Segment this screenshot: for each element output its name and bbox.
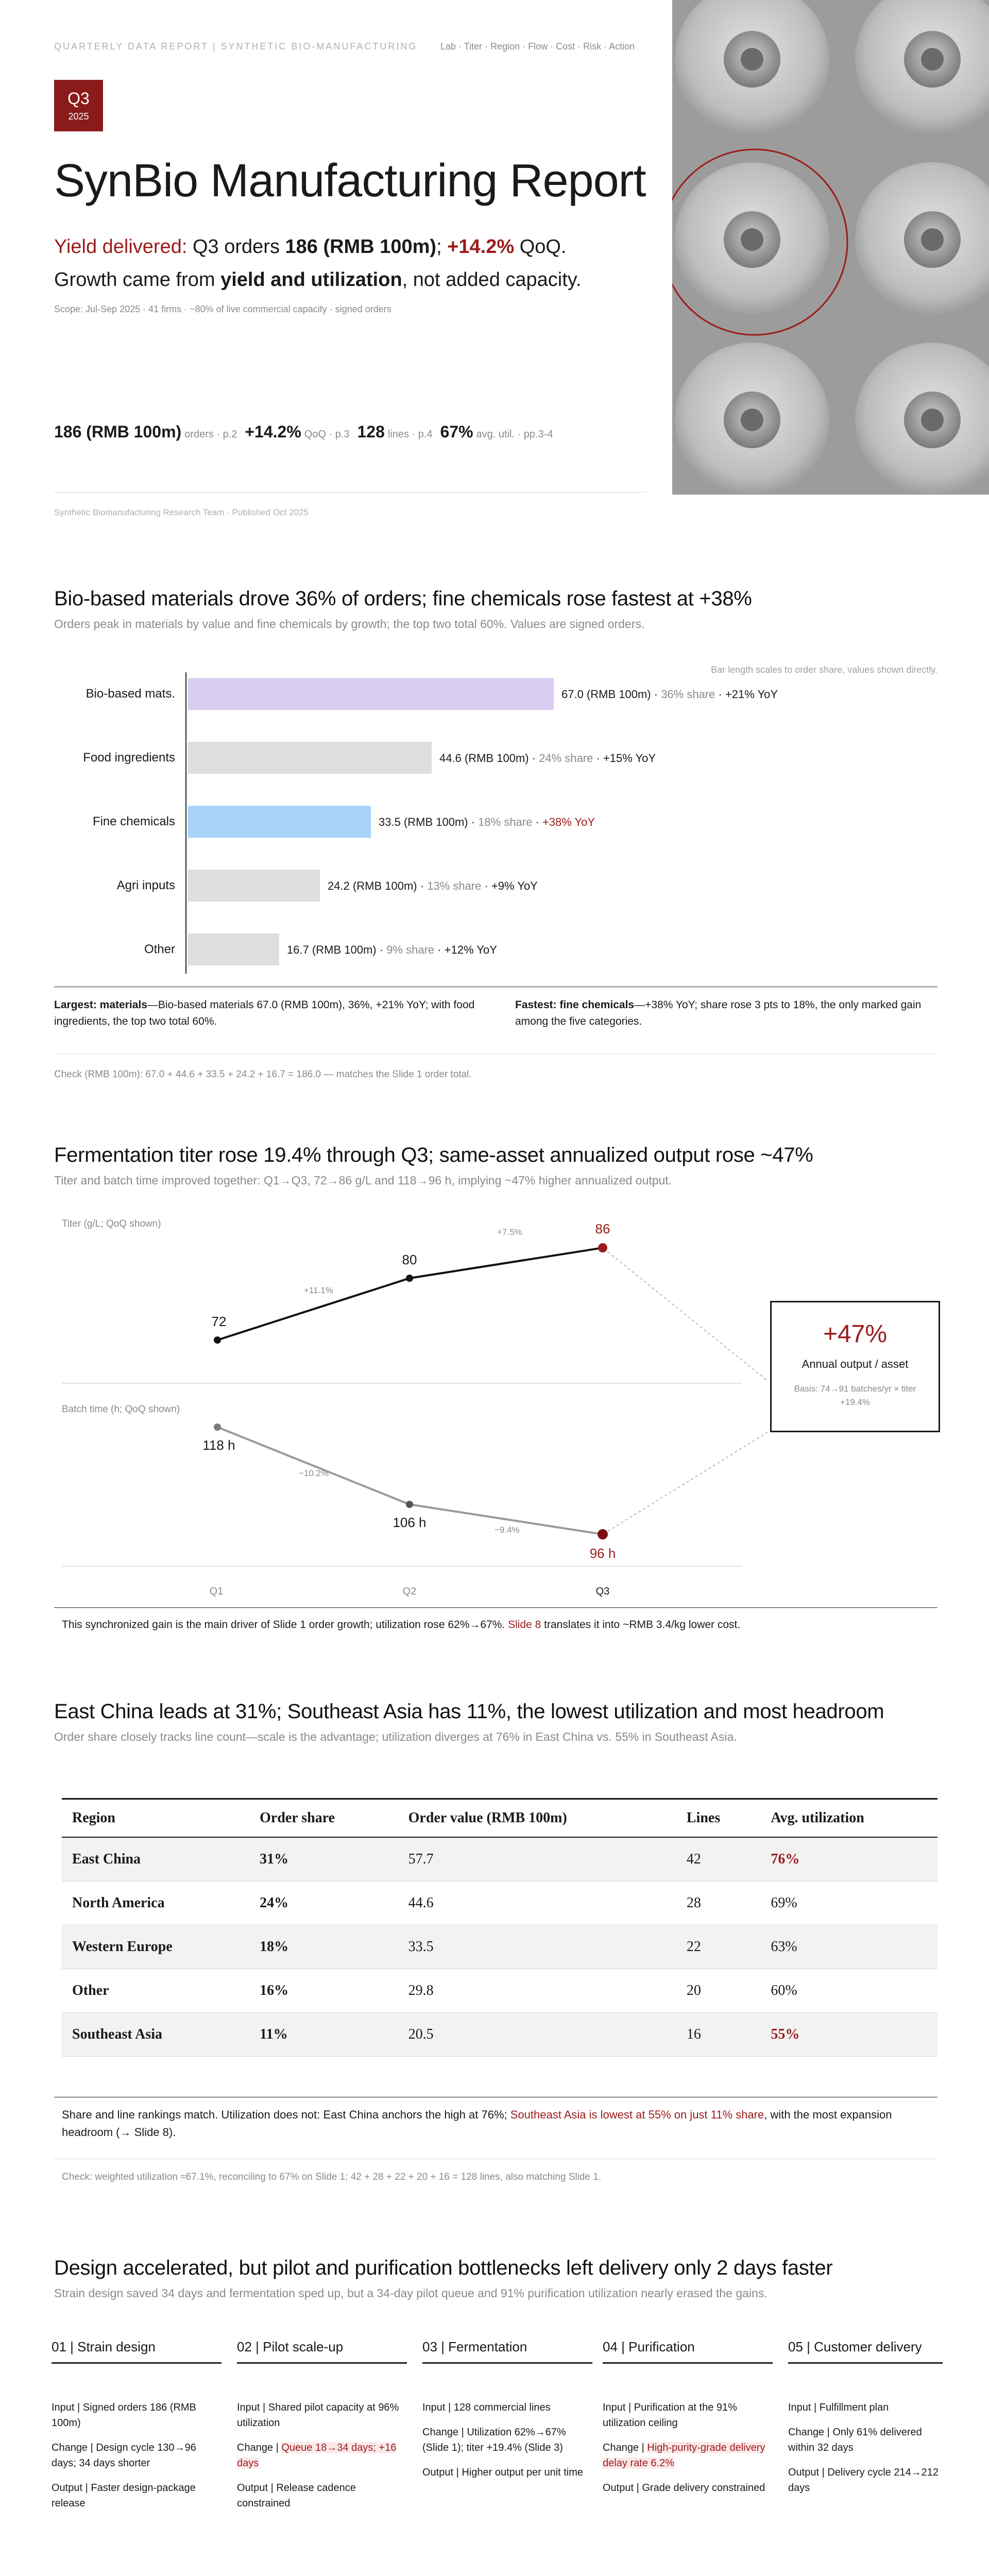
check-note: Check (RMB 100m): 67.0 + 44.6 + 33.5 + 24.2 + 16.7 = 186.0 — matches the Slide 1 order total. bbox=[54, 1069, 472, 1080]
slide2-title: Bio-based materials drove 36% of orders; fine chemicals rose fastest at +38% bbox=[54, 587, 752, 610]
bar-value-agri: 24.2 (RMB 100m) · 13% share · +9% YoY bbox=[328, 879, 538, 892]
nav-flow[interactable]: Flow bbox=[528, 41, 548, 52]
growth-c: , not added capacity. bbox=[402, 269, 582, 291]
bar-food bbox=[188, 742, 432, 774]
step-purification: 04 | Purification Input | Purification at the 91% utilization ceiling Change | High-purity-grade delivery delay rate 6.2% Output | Grade delivery constrained bbox=[603, 2339, 773, 2496]
yield-text-e: QoQ. bbox=[514, 236, 567, 258]
titer-point-q3 bbox=[598, 1243, 607, 1252]
report-kicker: QUARTERLY DATA REPORT | SYNTHETIC BIO-MANUFACTURING bbox=[54, 41, 418, 52]
bar-label-materials: Bio-based mats. bbox=[86, 687, 175, 701]
x-label-q1: Q1 bbox=[209, 1586, 224, 1597]
slide3-subtitle: Titer and batch time improved together: Q1→Q3, 72→86 g/L and 118→96 h, implying ~47% higher annualized output. bbox=[54, 1174, 672, 1187]
titer-delta-q3: +7.5% bbox=[497, 1227, 522, 1237]
x-label-q2: Q2 bbox=[402, 1586, 417, 1597]
petri-dish-illustration bbox=[672, 0, 989, 495]
col-value: Order value (RMB 100m) bbox=[398, 1799, 676, 1838]
col-util: Avg. utilization bbox=[760, 1799, 937, 1838]
slide4-title: East China leads at 31%; Southeast Asia has 11%, the lowest utilization and most headroom bbox=[54, 1700, 884, 1723]
check-note: Check: weighted utilization ≈67.1%, reconciling to 67% on Slide 1; 42 + 28 + 22 + 20 + 16 = 128 lines, also matching Slide 1. bbox=[62, 2172, 602, 2182]
bar-label-fine: Fine chemicals bbox=[92, 815, 175, 828]
badge-quarter: Q3 bbox=[67, 89, 90, 108]
kpi-growth-meta[interactable]: QoQ · p.3 bbox=[304, 429, 350, 440]
kpi-row bbox=[54, 422, 556, 442]
titer-label-q3: 86 bbox=[595, 1221, 610, 1236]
table-row: North America 24% 44.6 28 69% bbox=[62, 1882, 937, 1925]
bar-materials bbox=[188, 678, 554, 710]
kpi-growth: +14.2% bbox=[245, 422, 301, 441]
note-fastest: Fastest: fine chemicals—+38% YoY; share rose 3 pts to 18%, the only marked gain among the five categories. bbox=[515, 999, 922, 1027]
slide2-subtitle: Orders peak in materials by value and fine chemicals by growth; the top two total 60%. Values are signed orders. bbox=[54, 617, 645, 631]
bar-value-other: 16.7 (RMB 100m) · 9% share · +12% YoY bbox=[287, 943, 497, 956]
slide8-link[interactable]: Slide 8 bbox=[508, 1619, 541, 1631]
growth-b: yield and utilization bbox=[220, 269, 402, 291]
yield-label: Yield delivered: bbox=[54, 236, 187, 258]
yield-text-a: Q3 orders bbox=[187, 236, 285, 258]
nav-titer[interactable]: Titer bbox=[464, 41, 483, 52]
growth-a: Growth came from bbox=[54, 269, 221, 291]
step-fermentation: 03 | Fermentation Input | 128 commercial lines Change | Utilization 62%→67% (Slide 1); titer +19.4% (Slide 3) Output | Higher output per unit time bbox=[422, 2339, 592, 2480]
slide4-subtitle: Order share closely tracks line count—scale is the advantage; utilization diverges at 76% in East China vs. 55% in Southeast Asia. bbox=[54, 1730, 737, 1743]
bar-value-materials: 67.0 (RMB 100m) · 36% share · +21% YoY bbox=[561, 688, 778, 701]
yield-growth: +14.2% bbox=[447, 236, 515, 258]
batch-axis-label: Batch time (h; QoQ shown) bbox=[62, 1404, 180, 1415]
yield-line bbox=[54, 236, 567, 258]
growth-line bbox=[54, 269, 582, 291]
quarter-badge bbox=[54, 80, 103, 131]
kpi-util-meta[interactable]: avg. util. · pp.3-4 bbox=[476, 429, 553, 440]
table-row: Western Europe 18% 33.5 22 63% bbox=[62, 1925, 937, 1969]
bar-legend: Bar length scales to order share, values shown directly. bbox=[711, 665, 937, 675]
slide-fermentation bbox=[0, 1113, 989, 1669]
titer-point-q1 bbox=[214, 1336, 221, 1344]
titer-axis-label: Titer (g/L; QoQ shown) bbox=[62, 1218, 161, 1229]
bar-other bbox=[188, 934, 279, 965]
cover-footer: Synthetic Biomanufacturing Research Team · Published Oct 2025 bbox=[54, 507, 309, 517]
step-strain-design: 01 | Strain design Input | Signed orders 186 (RMB 100m) Change | Design cycle 130→96 days; 34 days shorter Output | Faster design-package release bbox=[52, 2339, 221, 2511]
nav-action[interactable]: Action bbox=[609, 41, 635, 52]
divider bbox=[54, 1607, 937, 1608]
titer-delta-q2: +11.1% bbox=[304, 1285, 333, 1295]
x-label-q3: Q3 bbox=[595, 1586, 610, 1597]
divider bbox=[54, 492, 646, 493]
bar-label-other: Other bbox=[144, 942, 175, 956]
titer-label-q2: 80 bbox=[402, 1252, 417, 1267]
callout-value: +47% bbox=[823, 1320, 888, 1348]
yield-sep: ; bbox=[436, 236, 448, 258]
batch-point-q2 bbox=[406, 1501, 413, 1508]
bar-agri bbox=[188, 870, 320, 902]
slide3-note: This synchronized gain is the main driver of Slide 1 order growth; utilization rose 62%→67%. Slide 8 translates it into ~RMB 3.4/kg lower cost. bbox=[62, 1619, 741, 1631]
badge-year: 2025 bbox=[68, 111, 89, 122]
report-title: SynBio Manufacturing Report bbox=[54, 155, 646, 207]
bar-label-food: Food ingredients bbox=[83, 751, 175, 765]
table-header-row bbox=[62, 1799, 937, 1838]
col-region: Region bbox=[62, 1799, 249, 1838]
slide5-subtitle: Strain design saved 34 days and fermentation sped up, but a 34-day pilot queue and 91% purification utilization nearly erased the gains. bbox=[54, 2286, 768, 2300]
col-share: Order share bbox=[249, 1799, 398, 1838]
region-table bbox=[62, 1798, 937, 2057]
batch-point-q3 bbox=[598, 1529, 608, 1539]
slide-categories bbox=[0, 556, 989, 1113]
callout-label: Annual output / asset bbox=[802, 1358, 909, 1370]
nav-region[interactable]: Region bbox=[490, 41, 520, 52]
bar-value-fine: 33.5 (RMB 100m) · 18% share · +38% YoY bbox=[379, 816, 595, 828]
batch-delta-q3: −9.4% bbox=[494, 1525, 520, 1535]
table-row: Other 16% 29.8 20 60% bbox=[62, 1969, 937, 2013]
nav-risk[interactable]: Risk bbox=[583, 41, 602, 52]
nav-cost[interactable]: Cost bbox=[556, 41, 575, 52]
step-pilot-scale-up: 02 | Pilot scale-up Input | Shared pilot capacity at 96% utilization Change | Queue 18→34 days; +16 days Output | Release cadence constrained bbox=[237, 2339, 407, 2511]
bar-value-food: 44.6 (RMB 100m) · 24% share · +15% YoY bbox=[439, 752, 656, 765]
kpi-orders-meta[interactable]: orders · p.2 bbox=[184, 429, 237, 440]
slide3-title: Fermentation titer rose 19.4% through Q3; same-asset annualized output rose ~47% bbox=[54, 1144, 813, 1166]
batch-label-q2: 106 h bbox=[393, 1515, 427, 1530]
batch-point-q1 bbox=[214, 1423, 221, 1431]
yield-value: 186 (RMB 100m) bbox=[285, 236, 437, 258]
step-customer-delivery: 05 | Customer delivery Input | Fulfillment plan Change | Only 61% delivered within 32 days Output | Delivery cycle 214→212 days bbox=[788, 2339, 943, 2496]
batch-label-q1: 118 h bbox=[202, 1437, 235, 1453]
table-row: East China 31% 57.7 42 76% bbox=[62, 1837, 937, 1882]
nav-lab[interactable]: Lab bbox=[440, 41, 456, 52]
col-lines: Lines bbox=[676, 1799, 760, 1838]
bar-axis bbox=[185, 672, 186, 974]
batch-label-q3: 96 h bbox=[589, 1546, 616, 1561]
bar-fine bbox=[188, 806, 371, 838]
callout-basis: Basis: 74→91 batches/yr × titer +19.4% bbox=[794, 1384, 916, 1407]
titer-point-q2 bbox=[406, 1275, 413, 1282]
titer-label-q1: 72 bbox=[211, 1314, 227, 1329]
scope-note: Scope: Jul-Sep 2025 · 41 firms · ~80% of live commercial capacity · signed orders bbox=[54, 304, 391, 314]
note-largest: Largest: materials—Bio-based materials 67.0 (RMB 100m), 36%, +21% YoY; with food ingredients, the top two total 60%. bbox=[54, 999, 475, 1027]
slide4-note: Share and line rankings match. Utilization does not: East China anchors the high at 76%; Southeast Asia is lowest at 55% on just 11% share, with the most expansion headroom (→ Slide 8). bbox=[62, 2108, 892, 2139]
slide-cover bbox=[0, 0, 989, 556]
kpi-lines: 128 bbox=[357, 422, 385, 441]
output-callout bbox=[770, 1301, 940, 1432]
slide5-title: Design accelerated, but pilot and purification bottlenecks left delivery only 2 days faster bbox=[54, 2257, 833, 2279]
kpi-util: 67% bbox=[440, 422, 473, 441]
bar-label-agri: Agri inputs bbox=[116, 878, 175, 892]
kpi-lines-meta[interactable]: lines · p.4 bbox=[387, 429, 433, 440]
batch-delta-q2: −10.2% bbox=[299, 1468, 329, 1478]
topnav: Lab · Titer · Region · Flow · Cost · Risk · Action bbox=[440, 41, 635, 52]
kpi-orders: 186 (RMB 100m) bbox=[54, 422, 182, 441]
table-row: Southeast Asia 11% 20.5 16 55% bbox=[62, 2013, 937, 2057]
